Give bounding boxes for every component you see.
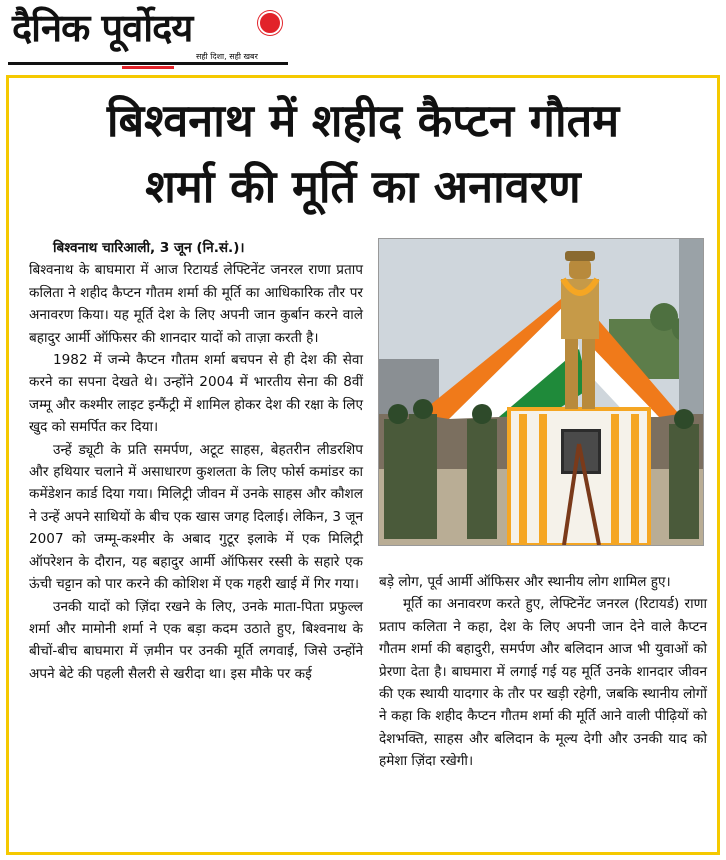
dateline: बिश्वनाथ चारिआली, 3 जून (नि.सं.)। [53,240,245,256]
headline [9,88,717,220]
logo-underline [8,62,288,65]
paragraph-1: बिश्वनाथ के बाघमारा में आज रिटायर्ड लेफ्टिनेंट जनरल राणा प्रताप कलिता ने शहीद कैप्टन गौतम शर्मा की मूर्ति का आधिकारिक तौर पर अनावरण किया। यह मूर्ति देश के लिए अपनी जान कुर्बान करने वाले बहादुर आर्मी ऑफिसर की शानदार यादों को ताज़ा करती है। [29,262,363,346]
paragraph-4: उनकी यादों को ज़िंदा रखने के लिए, उनके माता-पिता प्रफुल्ल शर्मा और मामोनी शर्मा ने एक बड़ा कदम उठाते हुए, बिश्वनाथ के बीचों-बीच बाघमारा में ज़मीन पर उनकी मूर्ति लगवाई, जिसे उन्होंने अपने बेटे की पहली सैलरी से खरीदा था। इस मौके पर कई [29,598,363,682]
headline-line-2: शर्मा की मूर्ति का अनावरण [145,160,581,213]
tagline: सही दिशा, सही खबर [196,52,258,61]
article-frame [6,75,720,855]
paragraph-6: मूर्ति का अनावरण करते हुए, लेफ्टिनेंट जनरल (रिटायर्ड) राणा प्रताप कलिता ने कहा, देश के लिए अपनी जान देने वाले कैप्टन गौतम शर्मा की बहादुरी, समर्पण और बलिदान आज भी युवाओं को प्रेरणा देता है। बाघमारा में लगाई गई यह मूर्ति उनके शानदार जीवन की एक स्थायी यादगार के तौर पर खड़ी रहेगी, जबकि स्थानीय लोगों ने कहा कि शहीद कैप्टन गौतम शर्मा की मूर्ति आने वाली पीढ़ियों को देशभक्ति, साहस और बलिदान के मूल्य देगी और उनकी याद को हमेशा ज़िंदा रखेगी। [379,596,707,770]
statue-photo [378,238,704,546]
logo-underline-accent [122,66,174,69]
article-column-right [379,571,707,773]
logo-dot-icon [258,11,282,35]
paragraph-3: उन्हें ड्यूटी के प्रति समर्पण, अटूट साहस, बेहतरीन लीडरशिप और हथियार चलाने में असाधारण कुशलता के लिए फोर्स कमांडर का कमेंडेशन कार्ड दिया गया। मिलिट्री जीवन में उनके साहस और कौशल ने उन्हें अपने साथियों के बीच एक खास जगह दिलाई। लेकिन, 3 जून 2007 को जम्मू-कश्मीर के अबाद गुटूर इलाके में एक मिलिट्री ऑपरेशन के दौरान, यह बहादुर आर्मी ऑफिसर रस्सी के सहारे एक ऊंची चट्टान को पार करने की कोशिश में एक गहरी खाई में गिर गया। [29,441,363,593]
article-column-left [29,237,363,685]
newspaper-logo: दैनिक पूर्वोदय [12,6,193,50]
masthead [0,0,726,76]
paragraph-5: बड़े लोग, पूर्व आर्मी ऑफिसर और स्थानीय लोग शामिल हुए। [379,574,671,590]
headline-line-1: बिश्वनाथ में शहीद कैप्टन गौतम [106,94,620,147]
paragraph-2: 1982 में जन्मे कैप्टन गौतम शर्मा बचपन से ही देश की सेवा करने का सपना देखते थे। उन्होंने 2004 में भारतीय सेना की 8वीं जम्मू और कश्मीर लाइट इन्फैंट्री में शामिल होकर देश की रक्षा के लिए खुद को समर्पित कर दिया। [29,352,363,436]
